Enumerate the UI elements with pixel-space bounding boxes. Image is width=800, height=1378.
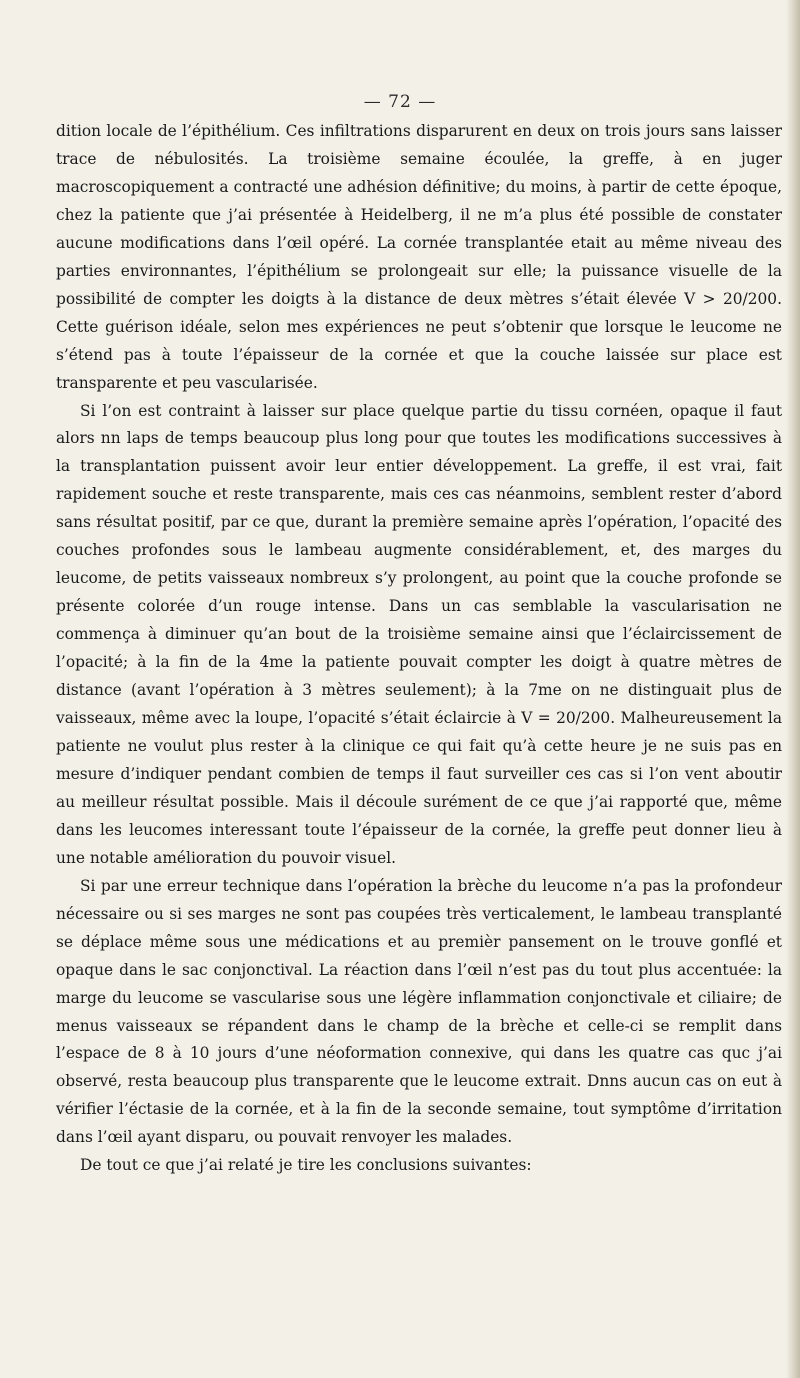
paragraph-4: De tout ce que j’ai relaté je tire les conclusions suivantes: xyxy=(80,1156,532,1175)
body-text xyxy=(56,118,782,1180)
paragraph-1: dition locale de l’épithélium. Ces infiltrations disparurent en deux on trois jours sans laisser trace de nébulosités. La troisième semaine écoulée, la greffe, à en juger macroscopiquement a contracté une adhésion définitive; du moins, à partir de cette époque, chez la patiente que j’ai présentée à Heidelberg, il ne m’a plus été possible de constater aucune modifications dans l’œil opéré. La cornée transplantée etait au même niveau des parties environnantes, l’épithélium se prolongeait sur elle; la puissance visuelle de la possibilité de compter les doigts à la distance de deux mètres s’était élevée V > 20/200. Cette guérison idéale, selon mes expériences ne peut s’obtenir que lorsque le leucome ne s’étend pas à toute l’épaisseur de la cornée et que la couche laissée sur place est transparente et peu vascularisée. xyxy=(56,122,782,392)
page-edge-shadow xyxy=(786,0,800,1378)
page-number: — 72 — xyxy=(363,92,437,112)
paragraph-3: Si par une erreur technique dans l’opération la brèche du leucome n’a pas la profondeur nécessaire ou si ses marges ne sont pas coupées très verticalement, le lambeau transplanté se déplace même sous une médications et au premièr pansement on le trouve gonflé et opaque dans le sac conjonctival. La réaction dans l’œil n’est pas du tout plus accentuée: la marge du leucome se vascularise sous une légère inflammation conjonctivale et ciliaire; de menus vaisseaux se répandent dans le champ de la brèche et celle-ci se remplit dans l’espace de 8 à 10 jours d’une néoformation connexive, qui dans les quatre cas quc j’ai observé, resta beaucoup plus transparente que le leucome extrait. Dnns aucun cas on eut à vérifier l’éctasie de la cornée, et à la fin de la seconde semaine, tout symptôme d’irritation dans l’œil ayant disparu, ou pouvait renvoyer les malades. xyxy=(56,876,782,1147)
paragraph-2: Si l’on est contraint à laisser sur place quelque partie du tissu cornéen, opaque il faut alors nn laps de temps beaucoup plus long pour que toutes les modifications successives à la transplantation puissent avoir leur entier développement. La greffe, il est vrai, fait rapidement souche et reste transparente, mais ces cas néanmoins, semblent rester d’abord sans résultat positif, par ce que, durant la première semaine après l’opération, l’opacité des couches profondes sous le lambeau augmente considérablement, et, des marges du leucome, de petits vaisseaux nombreux s’y prolongent, au point que la couche profonde se présente colorée d’un rouge intense. Dans un cas semblable la vascularisation ne commença à diminuer qu’an bout de la troisième semaine ainsi que l’éclaircissement de l’opacité; à la fin de la 4me la patiente pouvait compter les doigt à quatre mètres de distance (avant l’opération à 3 mètres seulement); à la 7me on ne distinguait plus de vaisseaux, même avec la loupe, l’opacité s’était éclaircie à V = 20/200. Malheureusement la patiente ne voulut plus rester à la clinique ce qui fait qu’à cette heure je ne suis pas en mesure d’indiquer pendant combien de temps il faut surveiller ces cas si l’on vent aboutir au meilleur résultat possible. Mais il découle surément de ce que j’ai rapporté que, même dans les leucomes interessant toute l’épaisseur de la cornée, la greffe peut donner lieu à une notable amélioration du pouvoir visuel. xyxy=(56,401,782,867)
